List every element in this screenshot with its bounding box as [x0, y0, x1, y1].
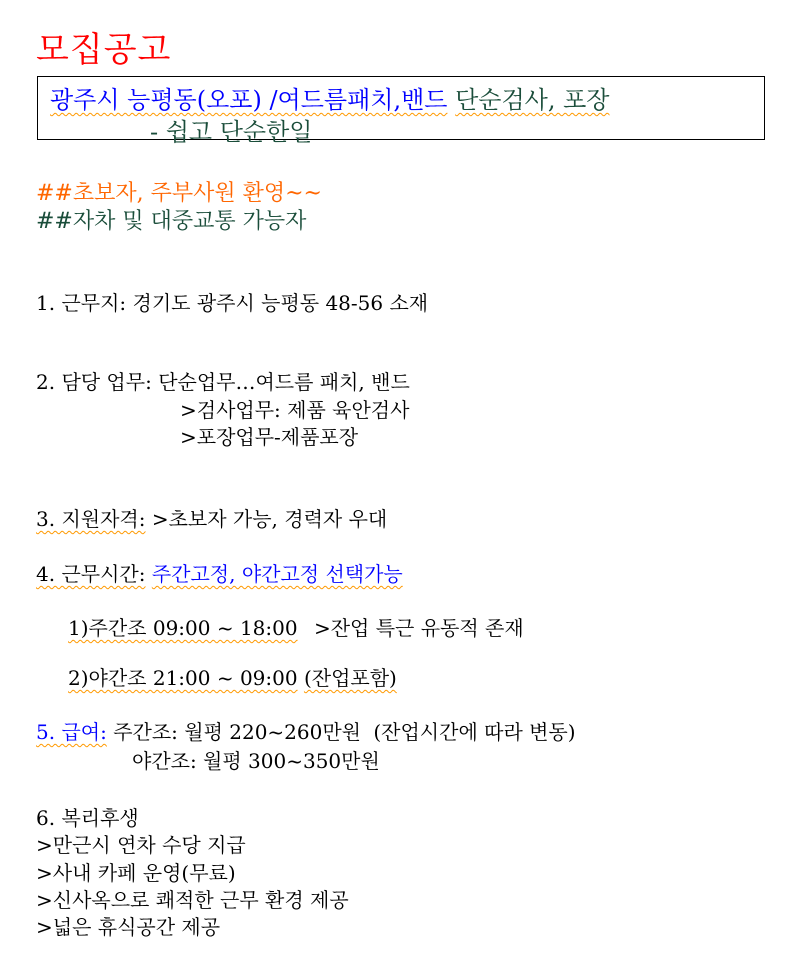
section-hours [36, 558, 403, 587]
section-duties [36, 366, 410, 395]
qualification-value: >초보자 가능, 경력자 우대 [151, 507, 388, 531]
section-pay [36, 716, 576, 745]
section-workplace [36, 287, 428, 316]
night-pay: 야간조: 월평 300~350만원 [132, 749, 380, 773]
workplace-value: 경기도 광주시 능평동 48-56 소재 [132, 291, 429, 315]
benefit-item-2: >사내 카페 운영(무료) [36, 861, 236, 885]
duties-item-2: >검사업무: 제품 육안검사 [180, 398, 410, 422]
day-shift-time: 1)주간조 09:00 ~ 18:00 [68, 616, 298, 640]
benefit-item-3: >신사옥으로 쾌적한 근무 환경 제공 [36, 888, 349, 912]
headline-task: 단순검사, 포장 [455, 86, 610, 114]
welcome-line-1: ##초보자, 주부사원 환영~~ [36, 181, 322, 206]
benefit-item-4: >넓은 휴식공간 제공 [36, 915, 221, 939]
welcome-line-2: ##자차 및 대중교통 가능자 [36, 209, 307, 234]
page-title: 모집공고 [36, 30, 172, 70]
day-pay-note: (잔업시간에 따라 변동) [373, 720, 576, 744]
qualification-label: 3. 지원자격: [36, 507, 146, 531]
duties-item-1: 단순업무…여드름 패치, 밴드 [158, 370, 410, 394]
hours-value: 주간고정, 야간고정 선택가능 [151, 562, 403, 586]
headline-location: 광주시 능평동(오포) /여드름패치,밴드 [50, 86, 448, 114]
night-shift-time: 2)야간조 21:00 ~ 09:00 [68, 666, 298, 690]
day-shift [68, 612, 524, 641]
duties-item-3: >포장업무-제품포장 [180, 425, 359, 449]
duties-label: 2. 담당 업무: [36, 370, 152, 394]
day-pay: 주간조: 월평 220~260만원 [113, 720, 361, 744]
section-benefits: 6. 복리후생 [36, 806, 139, 830]
pay-label: 5. 급여: [36, 720, 107, 744]
section-qualification [36, 503, 387, 532]
headline-line-1 [50, 80, 609, 115]
headline-subline: - 쉽고 단순한일 [150, 118, 313, 146]
night-shift-note: (잔업포함) [303, 666, 397, 690]
benefit-item-1: >만근시 연차 수당 지급 [36, 833, 246, 857]
night-shift [68, 662, 397, 691]
hours-label: 4. 근무시간: [36, 562, 146, 586]
day-shift-note: >잔업 특근 유동적 존재 [313, 616, 524, 640]
workplace-label: 1. 근무지: [36, 291, 127, 315]
